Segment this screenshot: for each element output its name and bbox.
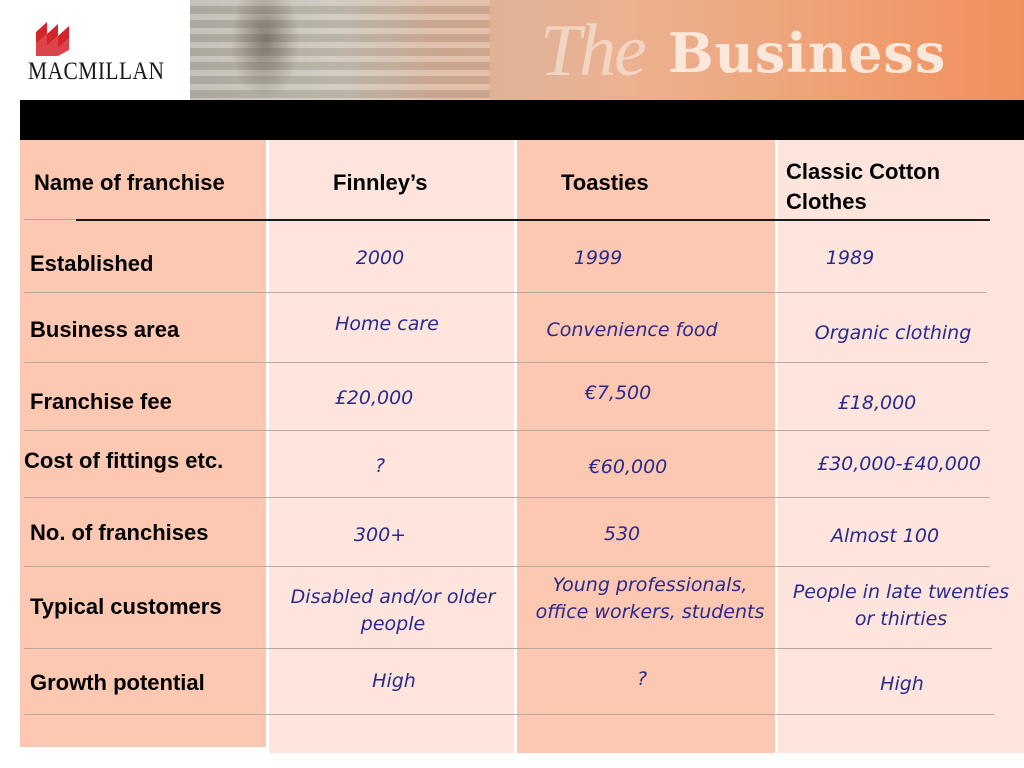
cell-typical-customers-classic-cotton: People in late twenties or thirties xyxy=(792,581,1010,630)
header-label: Name of franchise xyxy=(34,170,225,195)
cell-franchise-fee-toasties: €7,500 xyxy=(584,382,652,404)
row-divider xyxy=(24,566,990,567)
header-divider-bar xyxy=(20,100,1024,140)
cell-business-area-toasties: Convenience food xyxy=(546,319,718,341)
cell-established-finnleys: 2000 xyxy=(355,247,405,269)
title-banner xyxy=(190,0,1024,100)
header xyxy=(0,0,1024,100)
publisher-logo xyxy=(28,18,188,88)
cell-growth-potential-classic-cotton: High xyxy=(880,673,924,695)
row-divider xyxy=(24,362,988,363)
macmillan-logo-icon xyxy=(34,18,74,56)
row-label-typical-customers: Typical customers xyxy=(30,594,222,619)
row-divider xyxy=(24,497,990,498)
row-divider xyxy=(24,430,990,431)
column-heading-classic-cotton: Classic Cotton Clothes xyxy=(786,159,941,214)
column-separator xyxy=(514,140,517,753)
cell-established-classic-cotton: 1989 xyxy=(825,247,875,269)
row-divider xyxy=(24,714,994,715)
row-label-established: Established xyxy=(30,251,154,276)
cell-franchise-fee-finnleys: £20,000 xyxy=(334,387,414,409)
cell-typical-customers-toasties: Young professionals, office workers, students xyxy=(535,574,765,623)
row-label-cost-of-fittings: Cost of fittings etc. xyxy=(24,448,224,473)
banner-title-the: The xyxy=(540,10,645,92)
row-label-business-area: Business area xyxy=(30,317,180,342)
column-finnleys xyxy=(268,140,516,753)
column-heading-toasties: Toasties xyxy=(561,170,649,195)
cell-no-of-franchises-finnleys: 300+ xyxy=(353,524,407,546)
column-classic-cotton xyxy=(778,140,1024,753)
cell-growth-potential-finnleys: High xyxy=(372,670,416,692)
cell-cost-of-fittings-finnleys: ? xyxy=(374,455,386,477)
column-heading-finnleys: Finnley’s xyxy=(333,170,428,195)
cell-business-area-classic-cotton: Organic clothing xyxy=(814,322,972,344)
cell-typical-customers-finnleys: Disabled and/or older people xyxy=(290,586,496,635)
cell-no-of-franchises-classic-cotton: Almost 100 xyxy=(830,525,940,547)
cell-business-area-finnleys: Home care xyxy=(335,313,439,335)
column-separator xyxy=(775,140,778,753)
row-divider xyxy=(24,219,78,220)
cell-franchise-fee-classic-cotton: £18,000 xyxy=(837,392,917,414)
column-toasties xyxy=(516,140,775,753)
row-label-no-of-franchises: No. of franchises xyxy=(30,520,209,545)
cell-no-of-franchises-toasties: 530 xyxy=(603,523,641,545)
header-divider xyxy=(76,219,990,221)
row-divider xyxy=(24,648,992,649)
row-label-growth-potential: Growth potential xyxy=(30,670,205,695)
cell-established-toasties: 1999 xyxy=(573,247,623,269)
cell-cost-of-fittings-classic-cotton: £30,000-£40,000 xyxy=(817,453,981,475)
banner-title-business: Business xyxy=(668,21,947,85)
banner-photo-figure xyxy=(230,0,300,100)
row-divider xyxy=(24,292,986,293)
label-column xyxy=(20,140,268,747)
row-label-franchise-fee: Franchise fee xyxy=(30,389,172,414)
column-separator xyxy=(266,140,269,753)
cell-growth-potential-toasties: ? xyxy=(636,668,648,690)
publisher-name: MACMILLAN xyxy=(28,58,165,85)
cell-cost-of-fittings-toasties: €60,000 xyxy=(588,456,668,478)
